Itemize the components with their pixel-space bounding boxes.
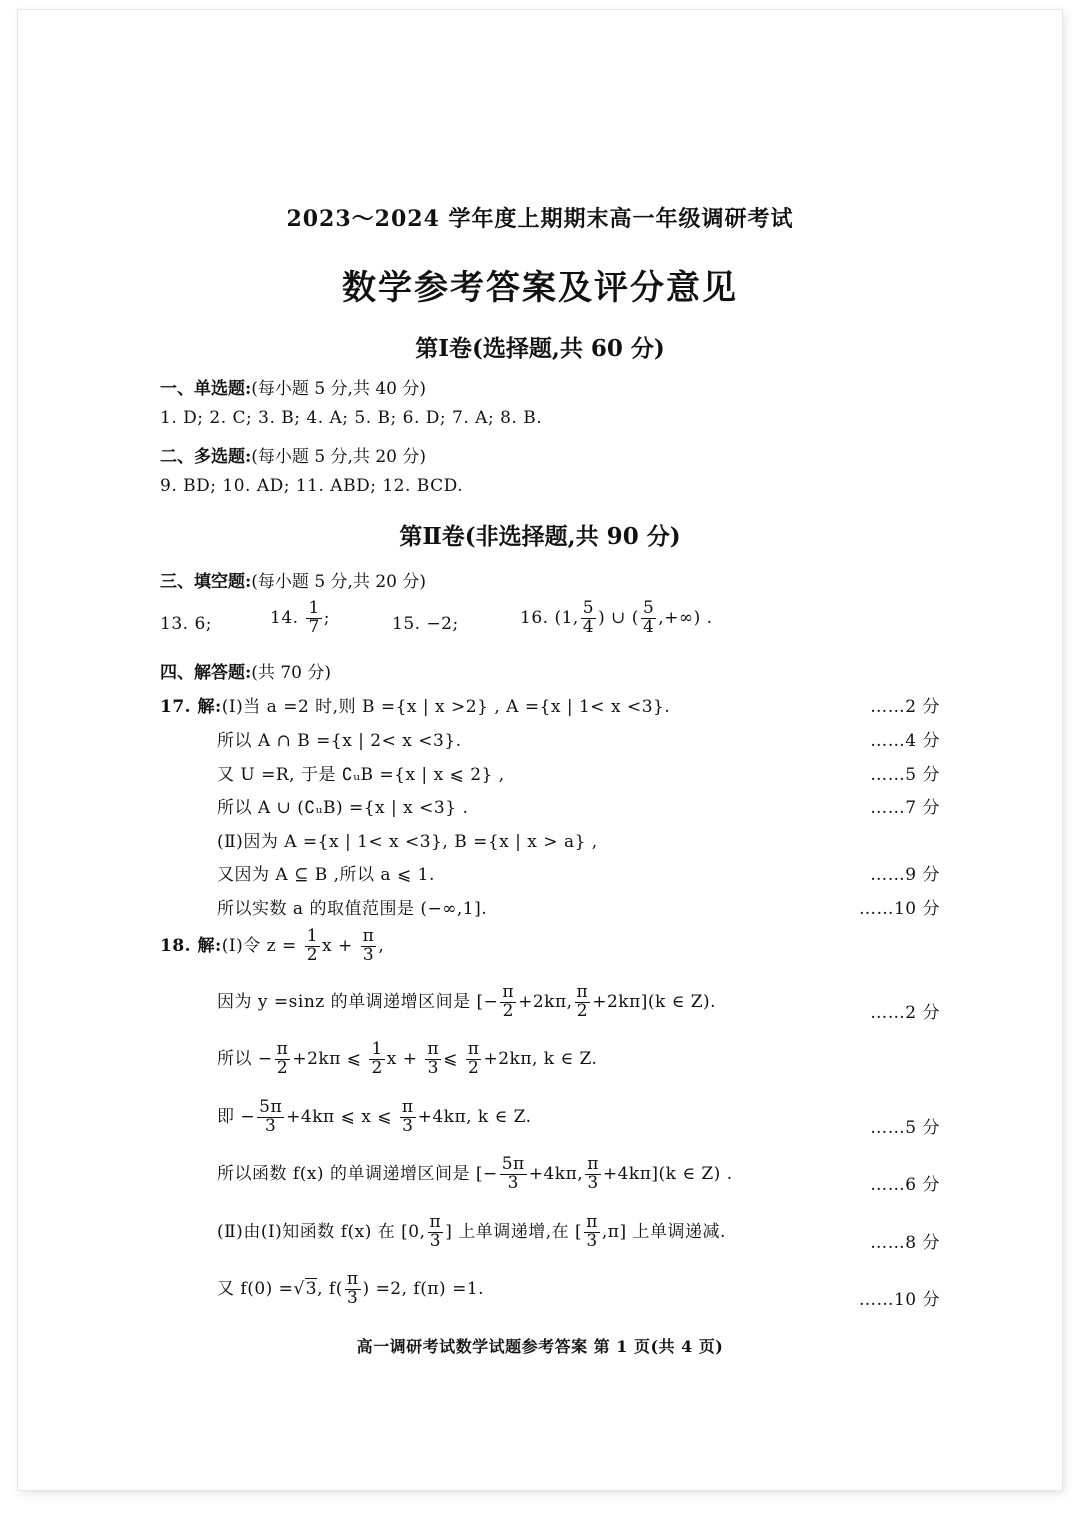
fraction-pi-2: $\frac{\pi}{2}$ [502,982,515,1021]
part2-title: 第Ⅱ卷(非选择题,共 90 分) [399,523,681,550]
union-sign: ) ∪ ( [598,607,639,628]
section4-head: 四、解答题: [160,663,252,683]
fraction-5-4-a: $\frac{5}{4}$ [582,598,595,637]
page-footer: 高一调研考试数学试题参考答案 第 1 页(共 4 页) [356,1337,724,1356]
section3-note: (每小题 5 分,共 20 分) [251,572,427,592]
fraction-pi-3: $\frac{\pi}{3}$ [429,1212,442,1251]
section1-note: (每小题 5 分,共 40 分) [251,379,427,399]
q18-score-5: ……6 分 [870,1175,940,1195]
answer-16-label: 16. (1, [520,607,579,628]
fraction-pi-3: $\frac{\pi}{3}$ [362,926,375,965]
section4-note: (共 70 分) [251,663,331,683]
q17-line-6: 又因为 A ⊆ B ,所以 a ⩽ 1. [217,865,435,885]
q17-line-7: 所以实数 a 的取值范围是 (−∞,1]. [217,899,488,919]
q18-line-5: 所以函数 f(x) 的单调递增区间是 [− $\frac{5\pi}{3}$ +4kπ, $\frac{\pi}{3}$ +4kπ](k ∈ Z) . [217,1154,733,1193]
answer-14-semicolon: ; [323,607,331,628]
fraction-1-7: $\frac{1}{7}$ [308,598,320,637]
section3-head: 三、填空题: [160,572,252,592]
answer-15: 15. −2; [392,614,459,634]
section2-note: (每小题 5 分,共 20 分) [251,447,427,467]
section1-head: 一、单选题: [160,379,252,399]
q18-line-6: (Ⅱ)由(Ⅰ)知函数 f(x) 在 [0, $\frac{\pi}{3}$ ] 上单调递增,在 [ $\frac{\pi}{3}$ ,π] 上单调递减. [217,1212,726,1251]
q18-score-4: ……5 分 [870,1118,940,1138]
section1-heading [160,374,426,399]
fraction-pi-3: $\frac{\pi}{3}$ [427,1039,440,1078]
fraction-pi-3: $\frac{\pi}{3}$ [587,1154,599,1193]
q17-line-3: 又 U =R, 于是 ∁ᵤB ={x | x ⩽ 2} , [217,765,505,785]
q18-score-6: ……8 分 [870,1233,940,1253]
q18-line-7: 又 f(0) =√3, f( $\frac{\pi}{3}$ ) =2, f(π) =1. [217,1269,485,1308]
exam-title: 2023～2024 学年度上期期末高一年级调研考试 [286,206,794,232]
q17-line-4: 所以 A ∪ (∁ᵤB) ={x | x <3} . [217,798,469,818]
q17-score-6: ……9 分 [870,865,940,885]
q17-label: 17. 解: [160,697,222,717]
q18-label: 18. 解: [160,935,222,956]
q18-line-4: 即 − $\frac{5\pi}{3}$ +4kπ ⩽ x ⩽ $\frac{\pi}{3}$ +4kπ, k ∈ Z. [217,1097,532,1136]
q17-score-3: ……5 分 [870,765,940,785]
fraction-5pi-3: $\frac{5\pi}{3}$ [501,1154,525,1193]
fraction-pi-2: $\frac{\pi}{2}$ [467,1039,480,1078]
q17-line-5: (Ⅱ)因为 A ={x | 1< x <3}, B ={x | x > a} , [217,832,598,852]
fraction-5pi-3: $\frac{5\pi}{3}$ [259,1097,283,1136]
fraction-1-2: $\frac{1}{2}$ [306,926,319,965]
section2-head: 二、多选题: [160,447,252,467]
part1-title: 第Ⅰ卷(选择题,共 60 分) [415,335,665,362]
section3-heading [160,567,426,592]
section2-answers: 9. BD; 10. AD; 11. ABD; 12. BCD. [160,476,464,496]
fraction-pi-2: $\frac{\pi}{2}$ [276,1039,289,1078]
section1-answers: 1. D; 2. C; 3. B; 4. A; 5. B; 6. D; 7. A; 8. B. [160,408,543,428]
answer-14-label: 14. [270,607,299,628]
fraction-pi-3: $\frac{\pi}{3}$ [586,1212,598,1251]
q18-line-3: 所以 − $\frac{\pi}{2}$ +2kπ ⩽ $\frac{1}{2}$ x + $\frac{\pi}{3}$ ⩽ $\frac{\pi}{2}$ +2kπ, k ∈ Z. [217,1039,598,1078]
fraction-5-4-b: $\frac{5}{4}$ [642,598,655,637]
q18-score-2: ……2 分 [870,1003,940,1023]
q18-line-1: 18. 解:(Ⅰ)令 z = $\frac{1}{2}$ x + $\frac{\pi}{3}$ , [160,926,385,965]
sqrt-3: 3 [305,1278,318,1299]
q17-line-2: 所以 A ∩ B ={x | 2< x <3}. [217,731,462,751]
answer-16 [520,600,713,637]
q18-score-7: ……10 分 [858,1290,940,1310]
fraction-1-2: $\frac{1}{2}$ [371,1039,383,1078]
answer-13: 13. 6; [160,614,212,634]
answer-sheet-page [18,10,1062,1490]
q17-text-1: (Ⅰ)当 a =2 时,则 B ={x | x >2} , A ={x | 1< x <3}. [221,697,671,717]
fraction-pi-3: $\frac{\pi}{3}$ [346,1269,359,1308]
q17-score-1: ……2 分 [870,697,940,717]
q18-line-2: 因为 y =sinz 的单调递增区间是 [− $\frac{\pi}{2}$ +2kπ, $\frac{\pi}{2}$ +2kπ](k ∈ Z). [217,982,717,1021]
fraction-pi-2: $\frac{\pi}{2}$ [576,982,589,1021]
fraction-pi-3: $\frac{\pi}{3}$ [401,1097,414,1136]
q17-line-1 [160,692,670,717]
section2-heading [160,442,426,467]
infinity-tail: ,+∞) . [658,607,713,628]
doc-title: 数学参考答案及评分意见 [342,268,738,308]
section4-heading [160,658,331,683]
q17-score-2: ……4 分 [870,731,940,751]
q18-text-1: (Ⅰ)令 z = [221,935,297,956]
answer-14 [270,600,330,637]
q17-score-4: ……7 分 [870,798,940,818]
q17-score-7: ……10 分 [858,899,940,919]
